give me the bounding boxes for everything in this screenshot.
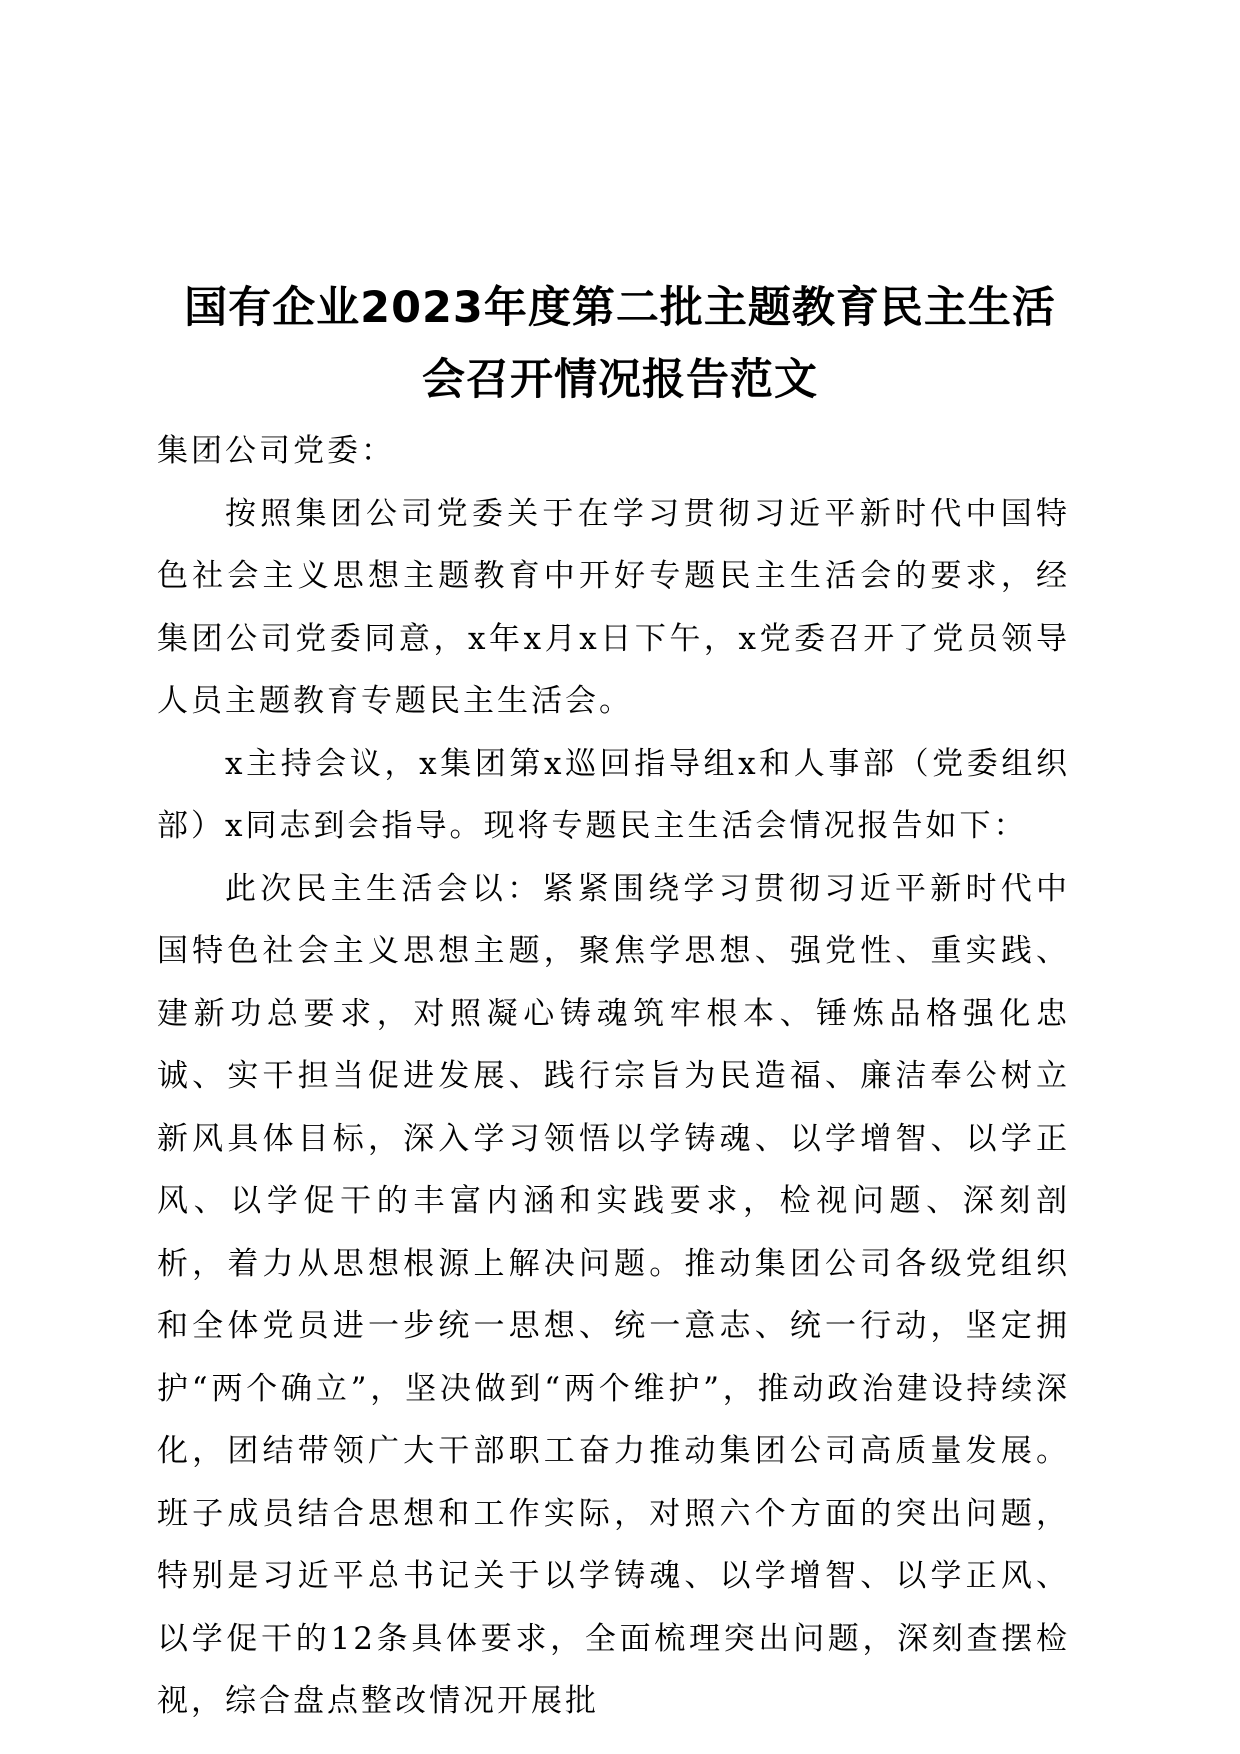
salutation: 集团公司党委： (157, 433, 395, 469)
document-body (157, 420, 1070, 1733)
paragraph-3: 此次民主生活会以：紧紧围绕学习贯彻习近平新时代中国特色社会主义思想主题，聚焦学思想、强党性、重实践、建新功总要求，对照凝心铸魂筑牢根本、锤炼品格强化忠诚、实干担当促进发展、践行宗旨为民造福、廉洁奉公树立新风具体目标，深入学习领悟以学铸魂、以学增智、以学正风、以学促干的丰富内涵和实践要求，检视问题、深刻剖析，着力从思想根源上解决问题。推动集团公司各级党组织和全体党员进一步统一思想、统一意志、统一行动，坚定拥护“两个确立”，坚决做到“两个维护”，推动政治建设持续深化，团结带领广大干部职工奋力推动集团公司高质量发展。班子成员结合思想和工作实际，对照六个方面的突出问题，特别是习近平总书记关于以学铸魂、以学增智、以学正风、以学促干的12条具体要求，全面梳理突出问题，深刻查摆检视，综合盘点整改情况开展批 (157, 870, 1070, 1719)
title-line-2: 会召开情况报告范文 (422, 355, 818, 405)
document-title (140, 272, 1100, 416)
title-line-1: 国有企业2023年度第二批主题教育民主生活 (184, 283, 1056, 333)
paragraph-2: x主持会议，x集团第x巡回指导组x和人事部（党委组织部）x同志到会指导。现将专题民主生活会情况报告如下： (157, 745, 1070, 844)
paragraph-1: 按照集团公司党委关于在学习贯彻习近平新时代中国特色社会主义思想主题教育中开好专题民主生活会的要求，经集团公司党委同意，x年x月x日下午，x党委召开了党员领导人员主题教育专题民主生活会。 (157, 495, 1070, 719)
